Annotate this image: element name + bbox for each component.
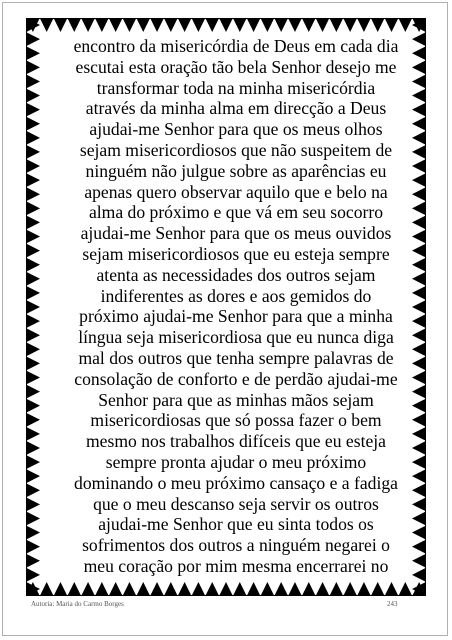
text-line: sempre pronta ajudar o meu próximo [105, 451, 367, 472]
footer-author: Autoria: Maria do Carmo Borges [31, 600, 124, 608]
footer-page-number: 243 [387, 600, 398, 608]
text-line: transformar toda na minha misericórdia [96, 77, 376, 98]
text-line: dominando o meu próximo cansaço e a fadiga [74, 472, 398, 493]
text-line: ajudai-me Senhor que eu sinta todos os [98, 514, 374, 535]
text-line: próximo ajudai-me Senhor para que a minha [79, 306, 393, 327]
text-line: ajudai-me Senhor para que os meus ouvidos [80, 223, 392, 244]
text-line: através da minha alma em direcção a Deus [85, 98, 387, 119]
text-line: mesmo nos trabalhos difíceis que eu esteja [86, 431, 386, 452]
text-line: indiferentes as dores e aos gemidos do [100, 285, 372, 306]
text-line: consolação de conforto e de perdão ajudai-me [74, 368, 398, 389]
text-line: que o meu descanso seja servir os outros [93, 493, 379, 514]
zigzag-band [26, 582, 426, 596]
text-line: sejam misericordiosos que eu esteja sempre [82, 243, 390, 264]
text-line: alma do próximo e que vá em seu socorro [88, 202, 384, 223]
text-line: ajudai-me Senhor para que os meus olhos [89, 119, 383, 140]
text-line: escutai esta oração tão bela Senhor desejo me [75, 56, 397, 77]
text-line: sejam misericordiosos que não suspeitem de [79, 139, 393, 160]
body-text [56, 36, 416, 577]
text-line: língua seja misericordiosa que eu nunca diga [78, 327, 394, 348]
text-line: atenta as necessidades dos outros sejam [96, 264, 376, 285]
text-line: sofrimentos dos outros a ninguém negarei o [82, 535, 390, 556]
text-line: encontro da misericórdia de Deus em cada dia [73, 36, 399, 56]
zigzag-band [26, 18, 40, 596]
text-line: meu coração por mim mesma encerrarei no [83, 555, 389, 576]
text-line: apenas quero observar aquilo que e belo na [84, 181, 388, 202]
text-line: Senhor para que as minhas mãos sejam [98, 389, 374, 410]
zigzag-band [26, 18, 426, 32]
text-line: misericordiosas que só possa fazer o bem [90, 410, 382, 431]
text-line: mal dos outros que tenha sempre palavras de [78, 347, 394, 368]
text-line: ninguém não julgue sobre as aparências eu [85, 160, 387, 181]
